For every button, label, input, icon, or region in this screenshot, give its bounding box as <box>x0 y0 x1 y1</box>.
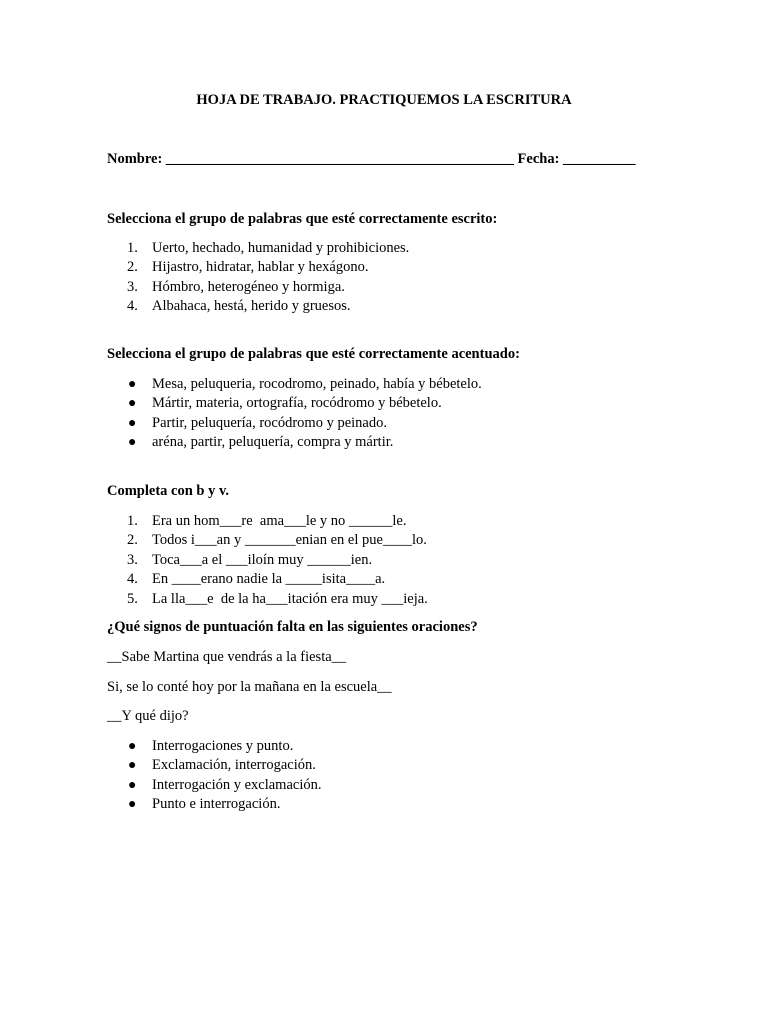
section1-list <box>107 239 409 317</box>
list-item <box>107 551 428 570</box>
list-item <box>107 776 322 795</box>
list-item-text: En ____erano nadie la _____isita____a. <box>152 571 386 588</box>
list-number: 2. <box>127 259 138 276</box>
list-number: 1. <box>127 240 138 256</box>
page-title: HOJA DE TRABAJO. PRACTIQUEMOS LA ESCRITURA <box>196 92 572 108</box>
section4-heading: ¿Qué signos de puntuación falta en las siguientes oraciones? <box>107 619 478 635</box>
list-number: 4. <box>127 298 138 315</box>
list-item-text: Mártir, materia, ortografía, rocódromo y bébetelo. <box>152 395 442 412</box>
list-item <box>107 297 409 316</box>
bullet-icon: ● <box>128 377 137 392</box>
list-item-text: Partir, peluquería, rocódromo y peinado. <box>152 414 387 431</box>
list-item <box>107 414 482 433</box>
list-item-text: Era un hom___re ama___le y no ______le. <box>152 513 407 529</box>
list-item-text: Exclamación, interrogación. <box>152 757 316 774</box>
list-item <box>107 239 409 258</box>
list-item-text: Albahaca, hestá, herido y gruesos. <box>152 298 351 315</box>
list-item-text: Uerto, hechado, humanidad y prohibiciones. <box>152 240 410 256</box>
list-number: 3. <box>127 278 138 295</box>
section4-list <box>107 737 322 815</box>
list-item <box>107 756 322 775</box>
list-item <box>107 394 482 413</box>
list-item-text: Hijastro, hidratar, hablar y hexágono. <box>152 259 369 276</box>
list-item-text: Punto e interrogación. <box>152 796 281 813</box>
name-date-line: Nombre: ________________________________________________ Fecha: __________ <box>107 151 636 167</box>
list-item <box>107 737 322 756</box>
list-item <box>107 590 428 609</box>
list-item-text: Mesa, peluqueria, rocodromo, peinado, había y bébetelo. <box>152 376 482 392</box>
list-item-text: Interrogación y exclamación. <box>152 776 322 793</box>
sentence-3: __Y qué dijo? <box>107 708 189 724</box>
bullet-icon: ● <box>128 415 137 431</box>
list-item-text: Toca___a el ___iloín muy ______ien. <box>152 551 373 568</box>
list-item-text: Hómbro, heterogéneo y hormiga. <box>152 278 345 295</box>
list-item-text: Todos i___an y _______enian en el pue____lo. <box>152 532 427 549</box>
section2-heading: Selecciona el grupo de palabras que esté correctamente acentuado: <box>107 346 520 362</box>
list-number: 2. <box>127 532 138 549</box>
bullet-icon: ● <box>128 435 137 451</box>
list-item-text: Interrogaciones y punto. <box>152 738 294 754</box>
section3-heading: Completa con b y v. <box>107 483 230 499</box>
list-item <box>107 278 409 297</box>
list-item <box>107 795 322 814</box>
list-item <box>107 531 428 550</box>
list-number: 5. <box>127 590 138 607</box>
list-item-text: La lla___e de la ha___itación era muy ___ieja. <box>152 590 428 607</box>
section1-heading: Selecciona el grupo de palabras que esté correctamente escrito: <box>107 211 498 227</box>
sentence-1: __Sabe Martina que vendrás a la fiesta__ <box>107 649 347 665</box>
list-item <box>107 375 482 394</box>
list-item <box>107 433 482 452</box>
section2-list <box>107 375 482 453</box>
bullet-icon: ● <box>128 797 137 813</box>
bullet-icon: ● <box>128 739 137 754</box>
list-item <box>107 570 428 589</box>
list-item-text: aréna, partir, peluquería, compra y mártir. <box>152 434 394 451</box>
list-number: 1. <box>127 513 138 529</box>
bullet-icon: ● <box>128 777 137 793</box>
list-number: 4. <box>127 571 138 588</box>
section3-list <box>107 512 428 609</box>
sentence-2: Si, se lo conté hoy por la mañana en la escuela__ <box>107 679 392 695</box>
list-number: 3. <box>127 551 138 568</box>
list-item <box>107 512 428 531</box>
list-item <box>107 258 409 277</box>
bullet-icon: ● <box>128 396 137 412</box>
bullet-icon: ● <box>128 758 137 774</box>
